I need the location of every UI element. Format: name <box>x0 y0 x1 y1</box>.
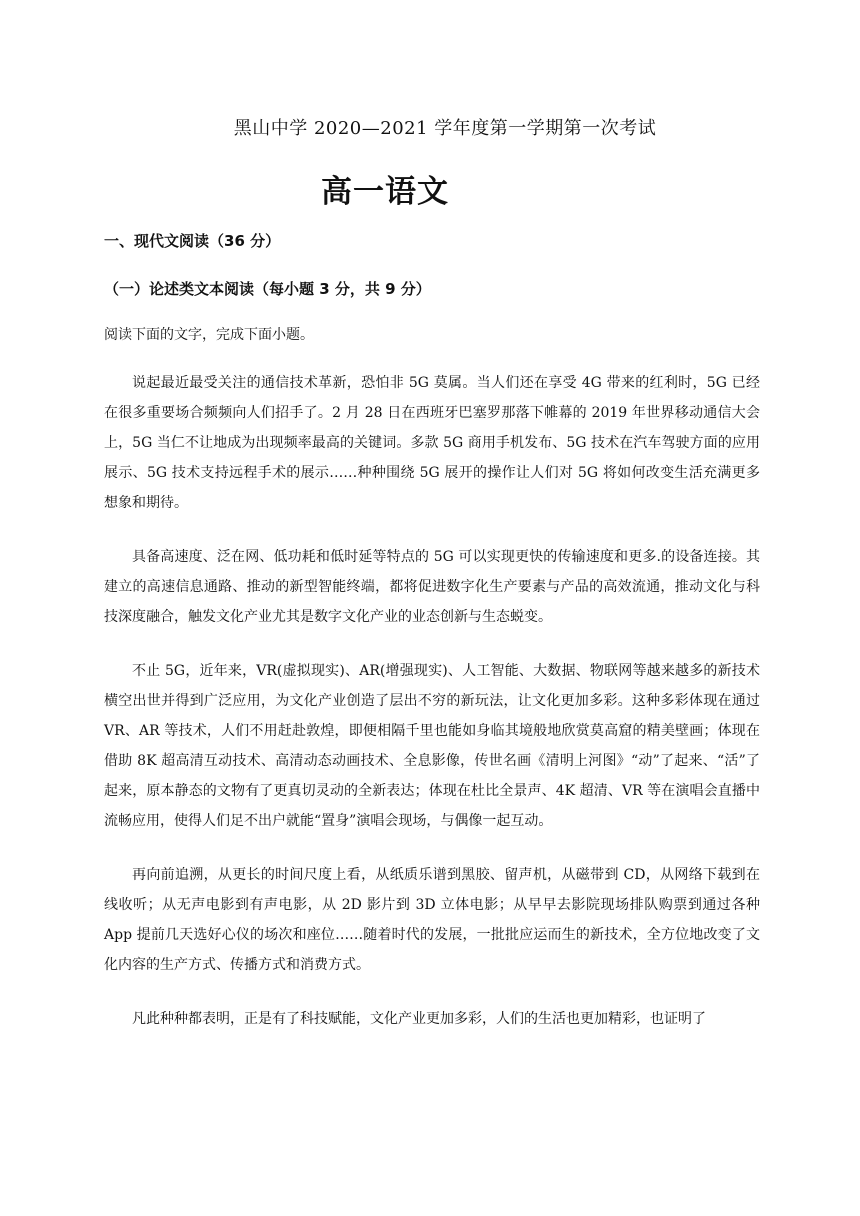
subject-title: 高一语文 <box>321 174 449 210</box>
section-heading: 一、现代文阅读（36 分） <box>104 232 281 250</box>
passage-paragraph: 再向前追溯，从更长的时间尺度上看，从纸质乐谱到黑胶、留声机，从磁带到 CD，从网络下载到在线收听；从无声电影到有声电影，从 2D 影片到 3D 立体电影；从早早去影院现场排队购票到通过各种 App 提前几天选好心仪的场次和座位……随着时代的发展，一批批应运而生的新技术，全方位地改变了文化内容的生产方式、传播方式和消费方式。 <box>104 867 760 973</box>
passage-paragraph: 凡此种种都表明，正是有了科技赋能，文化产业更加多彩，人们的生活也更加精彩，也证明了 <box>132 1011 706 1027</box>
passage-paragraph: 说起最近最受关注的通信技术革新，恐怕非 5G 莫属。当人们还在享受 4G 带来的红利时，5G 已经在很多重要场合频频向人们招手了。2 月 28 日在西班牙巴塞罗那落下帷幕的 2019 年世界移动通信大会上，5G 当仁不让地成为出现频率最高的关键词。多款 5G 商用手机发布、5G 技术在汽车驾驶方面的应用展示、5G 技术支持远程手术的展示……种种围绕 5G 展开的操作让人们对 5G 将如何改变生活充满更多想象和期待。 <box>104 375 760 511</box>
exam-title: 黑山中学 2020—2021 学年度第一学期第一次考试 <box>233 118 657 139</box>
reading-instruction: 阅读下面的文字，完成下面小题。 <box>104 327 314 343</box>
passage-paragraph: 具备高速度、泛在网、低功耗和低时延等特点的 5G 可以实现更快的传输速度和更多.的设备连接。其建立的高速信息通路、推动的新型智能终端，都将促进数字化生产要素与产品的高效流通，推动文化与科技深度融合，触发文化产业尤其是数字文化产业的业态创新与生态蜕变。 <box>104 549 760 625</box>
reading-passage <box>104 368 760 1058</box>
passage-paragraph: 不止 5G，近年来，VR(虚拟现实)、AR(增强现实)、人工智能、大数据、物联网等越来越多的新技术横空出世并得到广泛应用，为文化产业创造了层出不穷的新玩法，让文化更加多彩。这种多彩体现在通过 VR、AR 等技术，人们不用赶赴敦煌，即便相隔千里也能如身临其境般地欣赏莫高窟的精美壁画；体现在借助 8K 超高清互动技术、高清动态动画技术、全息影像，传世名画《清明上河图》“动”了起来、“活”了起来，原本静态的文物有了更真切灵动的全新表达；体现在杜比全景声、4K 超清、VR 等在演唱会直播中流畅应用，使得人们足不出户就能“置身”演唱会现场，与偶像一起互动。 <box>104 663 760 829</box>
sub-heading: （一）论述类文本阅读（每小题 3 分，共 9 分） <box>104 280 431 298</box>
